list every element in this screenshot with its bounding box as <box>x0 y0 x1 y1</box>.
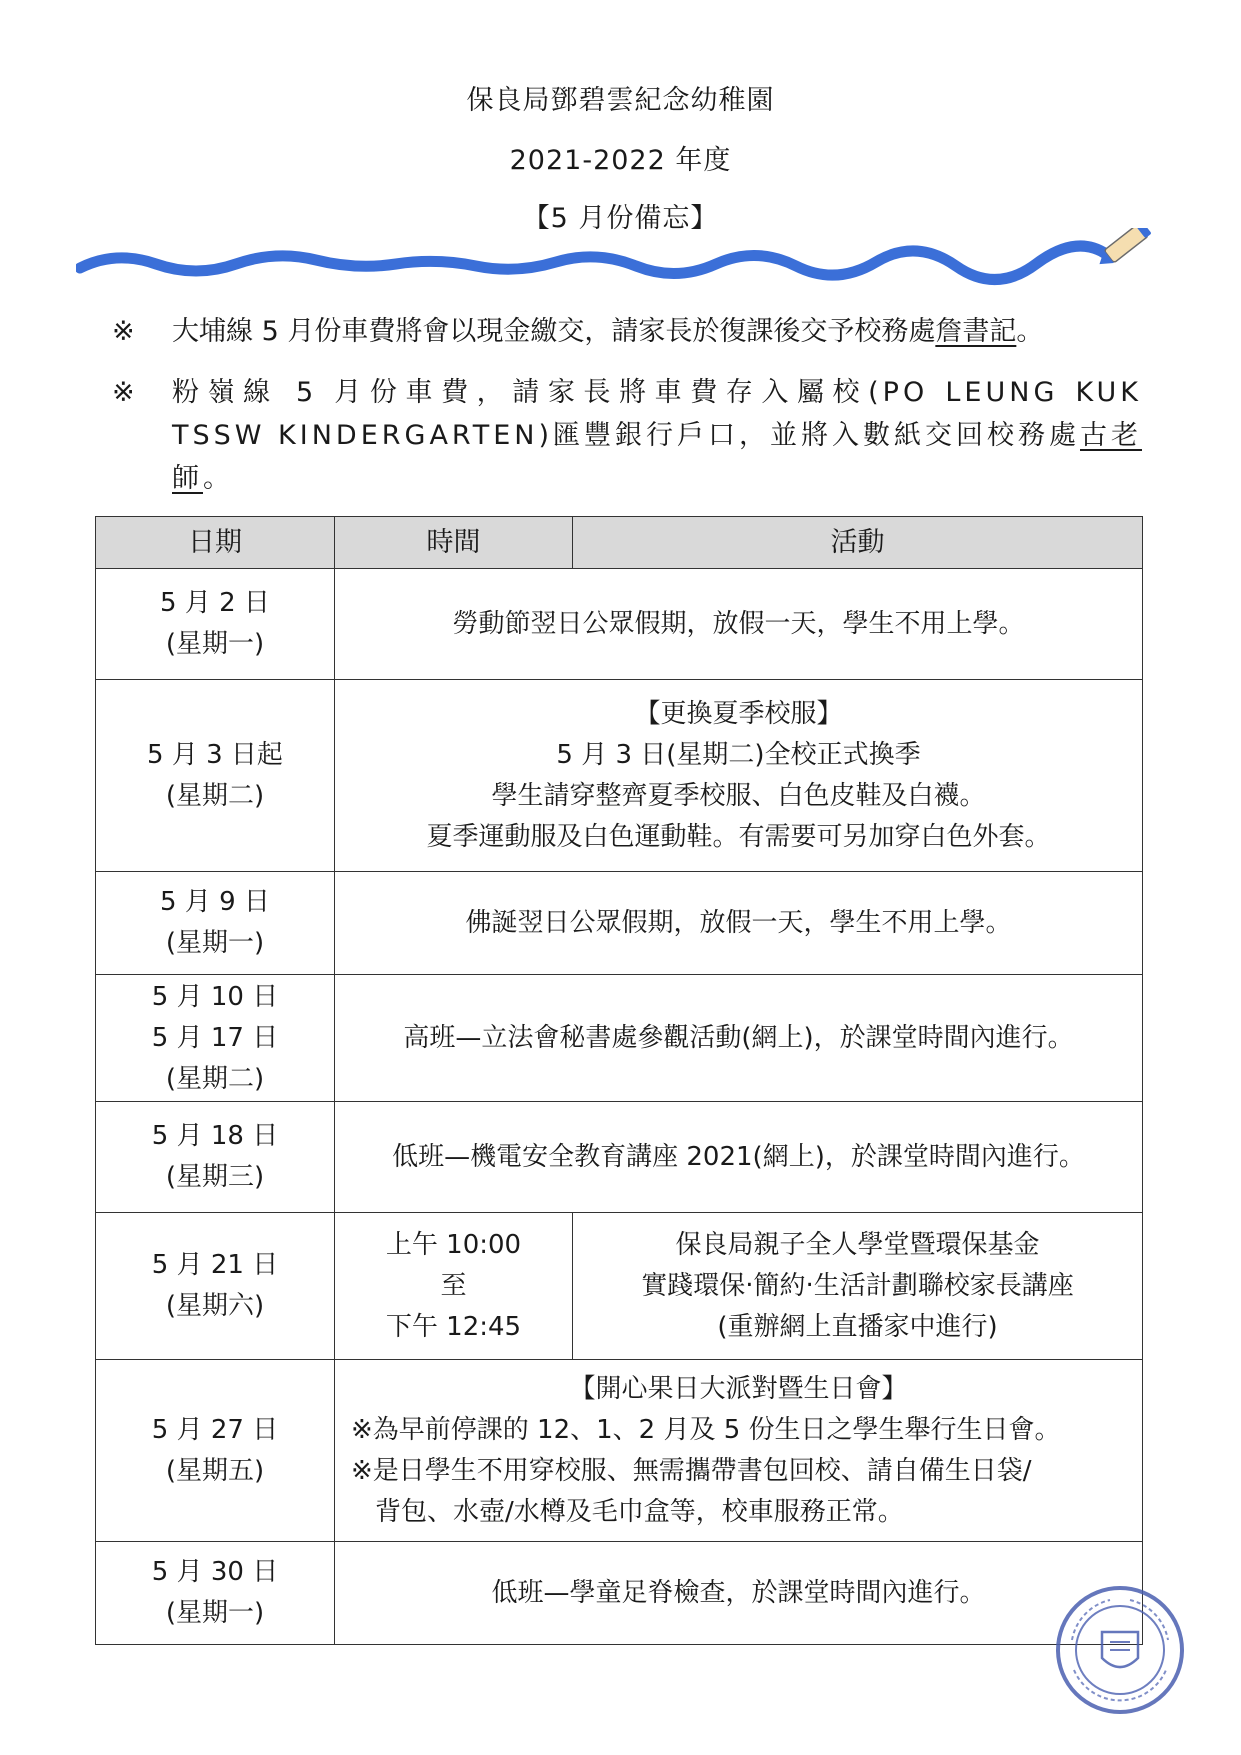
note-item <box>112 310 1142 353</box>
date-cell: 5 月 2 日 (星期一) <box>96 569 335 680</box>
table-row <box>96 872 1143 975</box>
memo-title: 【5 月份備忘】 <box>522 203 719 234</box>
underlined-name: 古老師 <box>172 420 1142 494</box>
activity-cell: 保良局親子全人學堂暨環保基金 實踐環保‧簡約‧生活計劃聯校家長講座 (重辦網上直播家中進行) <box>573 1213 1143 1360</box>
activity-cell: 勞動節翌日公眾假期，放假一天，學生不用上學。 <box>335 569 1143 680</box>
date-cell: 5 月 21 日 (星期六) <box>96 1213 335 1360</box>
date-cell: 5 月 3 日起 (星期二) <box>96 680 335 872</box>
school-name: 保良局鄧碧雲紀念幼稚園 <box>466 85 775 116</box>
note-item <box>112 371 1142 500</box>
table-row <box>96 1542 1143 1645</box>
reference-mark: ※ <box>112 377 135 408</box>
table-row <box>96 1360 1143 1542</box>
date-cell: 5 月 10 日 5 月 17 日 (星期二) <box>96 975 335 1102</box>
activity-cell: 高班—立法會秘書處參觀活動(網上)，於課堂時間內進行。 <box>335 975 1143 1102</box>
activity-cell: 【更換夏季校服】 5 月 3 日(星期二)全校正式換季 學生請穿整齊夏季校服、白色皮鞋及白襪。 夏季運動服及白色運動鞋。有需要可另加穿白色外套。 <box>335 680 1143 872</box>
table-header-row <box>96 517 1143 569</box>
table-row <box>96 1213 1143 1360</box>
activity-cell: 低班—學童足脊檢查，於課堂時間內進行。 <box>335 1542 1143 1645</box>
activity-cell: 佛誕翌日公眾假期，放假一天，學生不用上學。 <box>335 872 1143 975</box>
column-header-activity: 活動 <box>573 517 1143 569</box>
column-header-date: 日期 <box>96 517 335 569</box>
wavy-divider <box>76 228 1176 288</box>
table-row <box>96 569 1143 680</box>
school-seal-stamp <box>1050 1580 1190 1720</box>
table-row <box>96 975 1143 1102</box>
school-year: 2021-2022 年度 <box>509 145 732 176</box>
date-cell: 5 月 18 日 (星期三) <box>96 1102 335 1213</box>
note-text: 粉嶺線 5 月份車費，請家長將車費存入屬校(PO LEUNG KUK TSSW KINDERGARTEN)匯豐銀行戶口，並將入數紙交回校務處古老師。 <box>172 377 1142 494</box>
reference-mark: ※ <box>112 316 135 347</box>
table-row <box>96 680 1143 872</box>
date-cell: 5 月 9 日 (星期一) <box>96 872 335 975</box>
table-row <box>96 1102 1143 1213</box>
date-cell: 5 月 30 日 (星期一) <box>96 1542 335 1645</box>
schedule-table <box>95 516 1143 1645</box>
column-header-time: 時間 <box>335 517 573 569</box>
notes-section <box>112 310 1142 518</box>
date-cell: 5 月 27 日 (星期五) <box>96 1360 335 1542</box>
time-cell: 上午 10:00 至 下午 12:45 <box>335 1213 573 1360</box>
activity-cell: 【開心果日大派對暨生日會】 ※為早前停課的 12、1、2 月及 5 份生日之學生舉行生日會。 ※是日學生不用穿校服、無需攜帶書包回校、請自備生日袋/ 背包、水壺/水樽及毛巾盒等，校車服務正常。 <box>335 1360 1143 1542</box>
activity-cell: 低班—機電安全教育講座 2021(網上)，於課堂時間內進行。 <box>335 1102 1143 1213</box>
note-text: 大埔線 5 月份車費將會以現金繳交，請家長於復課後交予校務處詹書記。 <box>172 316 1044 347</box>
underlined-name: 詹書記 <box>935 316 1017 347</box>
